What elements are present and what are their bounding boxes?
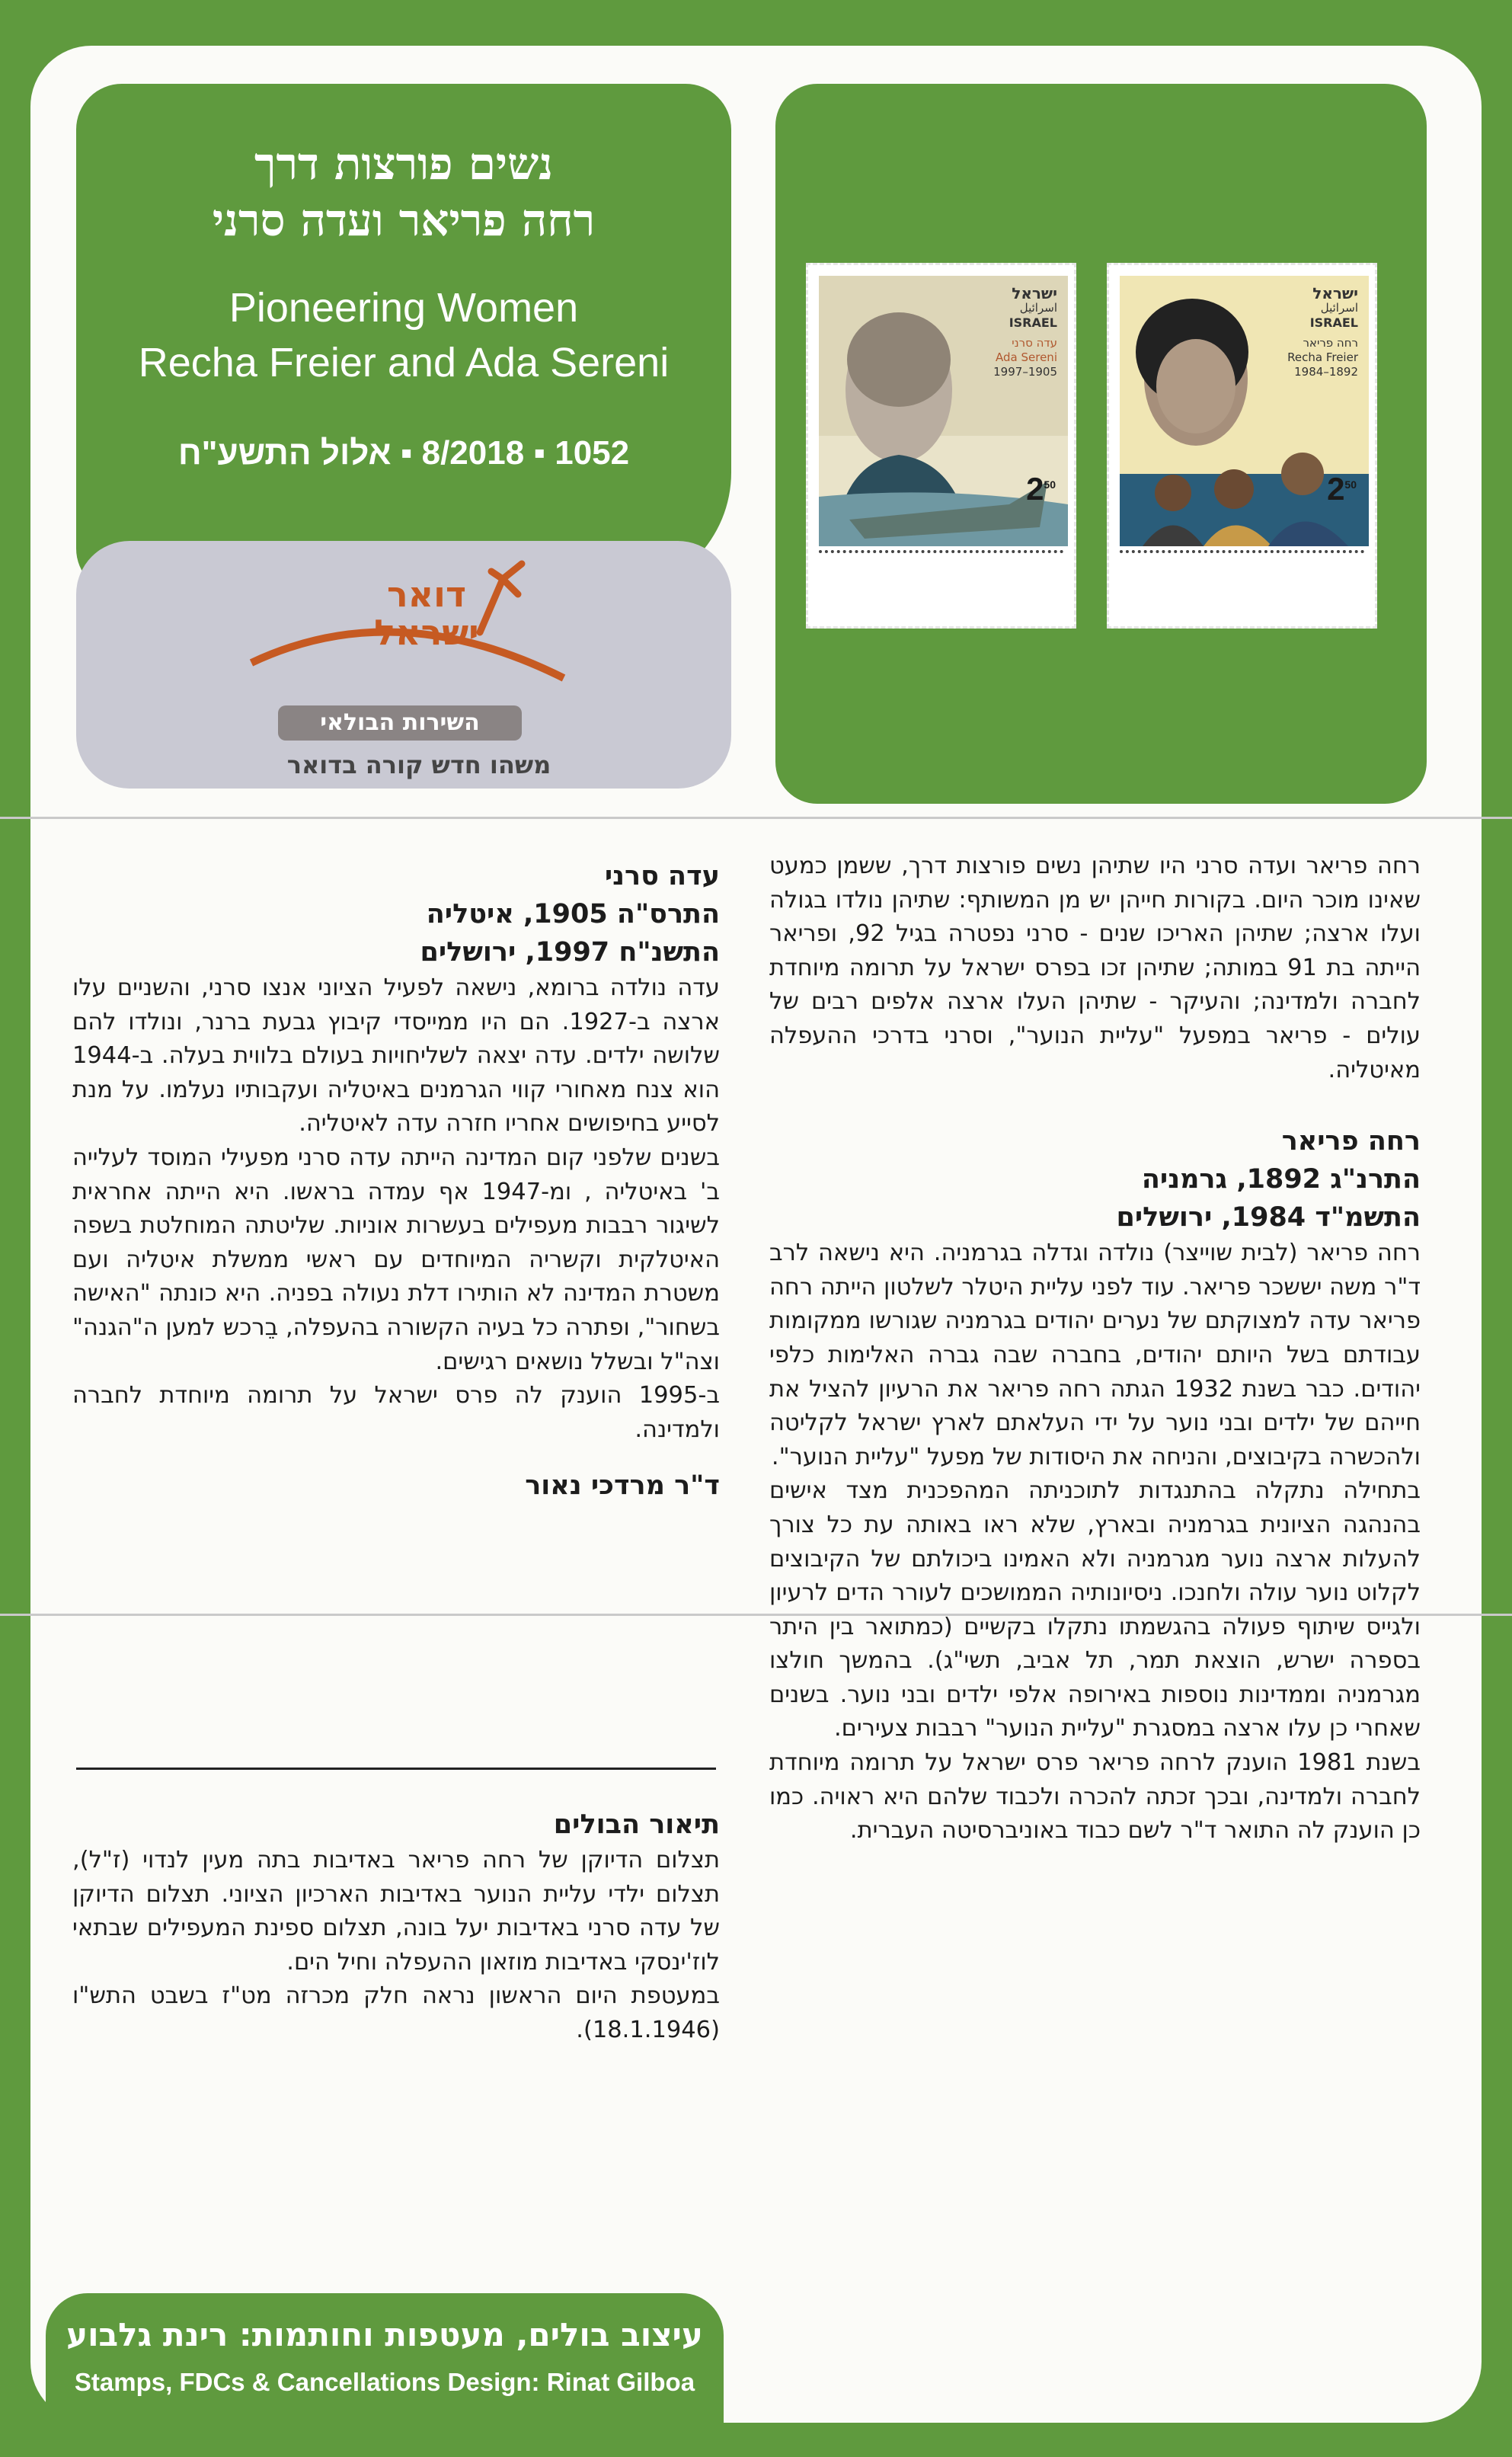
ada-heading-birth: התרס"ה 1905, איטליה (426, 899, 720, 929)
stamp-ada-tab (819, 550, 1063, 616)
brand-line-1: דואר (386, 574, 467, 615)
stamp-recha-freier (1107, 263, 1377, 629)
credit-english: Stamps, FDCs & Cancellations Design: Rinat Gilboa (74, 2368, 695, 2396)
fdc-description-paragraph: במעטפת היום הראשון נראה חלק מכרזה מט"ז בשבט התש"ו (18.1.1946). (72, 1982, 720, 2043)
credit-hebrew: עיצוב בולים, מעטפות וחותמות: רינת גלבוע (66, 2316, 703, 2353)
stamp-recha-name-en: Recha Freier (1287, 350, 1358, 364)
israel-post-slogan: משהו חדש קורה בדואר (286, 750, 551, 779)
stamp-recha-tab (1120, 550, 1364, 616)
philatelic-service-badge: השירות הבולאי (278, 705, 522, 741)
stamp-ada-value-sub: 50 (1044, 478, 1056, 491)
recha-heading-birth: התרנ"ג 1892, גרמניה (1141, 1164, 1421, 1195)
left-column (72, 857, 720, 1505)
title-he-line-1: נשים פורצות דרך (254, 138, 554, 190)
stamp-ada-value-main: 2 (1026, 471, 1044, 507)
stamp-ada-text (993, 286, 1057, 379)
stamp-recha-dates: 1892–1984 (1294, 365, 1358, 379)
stamp-recha-country-ar: اسرائيل (1320, 301, 1358, 315)
fold-line-top (0, 817, 1512, 819)
israel-post-logo-card (76, 541, 731, 789)
stamp-ada-country-ar: اسرائيل (1019, 301, 1057, 315)
stamp-recha-country-en: ISRAEL (1309, 315, 1358, 330)
title-hebrew (76, 136, 731, 248)
ada-paragraph-2: בשנים שלפני קום המדינה הייתה עדה סרני מפעילי המוסד לעלייה ב' באיטליה , ומ-1947 אף עמדה בראשו. היא הייתה אחראית לשיגור רבבות מעפילים בעשרות אוניות. שליטתה המוחלטת בשפה האיטלקית וקשריה המיוחדים עם ראשי ממשלת איטליה ועם משטרת המדינה לא הותירו דלת נעולה בפניה. היא כונתה "האישה בשחור", ופתרה כל בעיה הקשורה בהעפלה, בֵרכש למען ה"הגנה" וצה"ל ובשלל נושאים רגישים. (72, 1144, 720, 1375)
stamp-ada-sereni (806, 263, 1076, 629)
stamp-recha-text (1287, 286, 1358, 379)
stamp-recha-value-main: 2 (1327, 471, 1345, 507)
design-credit-footer (46, 2293, 724, 2423)
stamp-ada-country-en: ISRAEL (1009, 315, 1057, 330)
title-card (76, 84, 731, 594)
stamp-ada-country-he: ישראל (1012, 284, 1057, 302)
ada-paragraph-3: ב-1995 הוענק לה פרס ישראל על תרומה מיוחדת לחברה ולמדינה. (72, 1382, 720, 1443)
ada-heading-death: התשנ"ח 1997, ירושלים (420, 937, 720, 968)
ada-paragraph-1: עדה נולדה ברומא, נישאה לפעיל הציוני אנצו סרני, והשניים עלו ארצה ב-1927. הם היו ממייסדי קיבוץ גבעת ברנר, ונולדו להם שלושה ילדים. עדה יצאה לשליחויות בעולם בלווית בעלה. ב-1944 הוא צנח מאחורי קווי הגרמנים באיטליה ועקבותיו נעלמו. על מנת לסייע בחיפושים אחריו חזרה עדה לאיטליה. (72, 974, 720, 1137)
stamp-ada-name-he: עדה סרני (1012, 336, 1057, 350)
title-en-line-1: Pioneering Women (229, 285, 579, 331)
title-english (76, 280, 731, 390)
issue-meta: 1052 ▪ 8/2018 ▪ אלול התשע"ח (177, 434, 630, 472)
right-column (769, 849, 1421, 1848)
recha-heading-death: התשמ"ד 1984, ירושלים (1116, 1202, 1421, 1233)
author-signature: ד"ר מרדכי נאור (525, 1470, 720, 1502)
recha-heading-name: רחה פריאר (1281, 1126, 1421, 1157)
israel-post-wordmark (305, 575, 548, 651)
stamp-ada-dates: 1905–1997 (993, 365, 1057, 379)
ada-heading-name: עדה סרני (604, 861, 720, 891)
recha-paragraph-1: רחה פריאר (לבית שוייצר) נולדה וגדלה בגרמניה. היא נישאה לרב ד"ר משה יששכר פריאר. עוד לפני עליית היטלר לשלטון הייתה רחה פריאר עדה למצוקתם של נערים יהודים בגרמניה שגורשו ממקומות עבודתם בשל היותם יהודים, בחברה שבה גברה האלימות כלפי יהודים. כבר בשנת 1932 הגתה רחה פריאר את הרעיון להציל את חייהם של ילדים ובני נוער על ידי העלאתם לארץ ישראל לקליטה ולהכשרה בקיבוצים, והניחה את היסודות של מפעל "עליית הנוער". (769, 1240, 1421, 1470)
stamps-description-heading: תיאור הבולים (553, 1809, 720, 1840)
title-he-line-2: רחה פריאר ועדה סרני (212, 194, 596, 246)
stamps-card (775, 84, 1427, 804)
stamp-ada-name-en: Ada Sereni (996, 350, 1057, 364)
stamp-recha-country-he: ישראל (1312, 284, 1358, 302)
section-divider (76, 1768, 716, 1770)
stamp-recha-value-sub: 50 (1344, 478, 1357, 491)
stamps-description-section (72, 1806, 720, 2048)
recha-paragraph-2: בתחילה נתקלה בהתנגדות לתוכניתה המהפכנית מצד אישים בהנהגה הציונית בגרמניה ובארץ, שלא ראו באותה עת כל צורך להעלות ארצה נוער מגרמניה ולא האמינו ביכולתם של הקיבוצים לקלוט נוער עולה ולחנכו. ניסיונותיה הממושכים לעורר הדים לרעיון ולגייס שיתוף פעולה בהגשמתו נתקלו בקשיים (כמתואר בין היתר בספרה ישרש, הוצאת תמר, תל אביב, תשי"ג). בהמשך חולצו מגרמניה וממדינות נוספות באירופה אלפי ילדים ובני נוער. בשנים שאחרי כן עלו ארצה במסגרת "עליית הנוער" רבבות צעירים. (769, 1477, 1421, 1742)
intro-paragraph: רחה פריאר ועדה סרני היו שתיהן נשים פורצות דרך, ששמן כמעט שאינו מוכר היום. בקורות חייהן יש מן המשותף: שתיהן נולדו בגולה ועלו ארצה; שתיהן האריכו שנים - סרני נפטרה בגיל 92, ופריאר הייתה בת 91 במותה; שתיהן זכו בפרס ישראל על תרומה מיוחדת לחברה ולמדינה; והעיקר - שתיהן העלו ארצה אלפים רבים של עולים - פריאר במפעל "עליית הנוער", וסרני בדרכי ההעפלה מאיטליה. (769, 853, 1421, 1083)
stamps-description-paragraph: תצלום הדיוקן של רחה פריאר באדיבות בתה מעין לנדוי (ז"ל), תצלום ילדי עליית הנוער באדיבות הארכיון הציוני. תצלום הדיוקן של עדה סרני באדיבות יעל בונה, תצלום ספינת המעפילים שבתאי לוז'ינסקי באדיבות מוזאון ההעפלה וחיל הים. (72, 1847, 720, 1976)
title-en-line-2: Recha Freier and Ada Sereni (138, 340, 670, 386)
recha-paragraph-3: בשנת 1981 הוענק לרחה פריאר פרס ישראל על תרומה מיוחדת לחברה ולמדינה, ובכך זכתה להכרה ולכבוד שלהם היא ראויה. כמו כן הוענק לה התואר ד"ר לשם כבוד באוניברסיטה העברית. (769, 1749, 1421, 1844)
stamp-ada-value (1026, 471, 1056, 507)
stamp-recha-name-he: רחה פריאר (1303, 336, 1358, 350)
brand-line-2: ישראל (374, 612, 479, 653)
stamp-recha-value (1327, 471, 1357, 507)
